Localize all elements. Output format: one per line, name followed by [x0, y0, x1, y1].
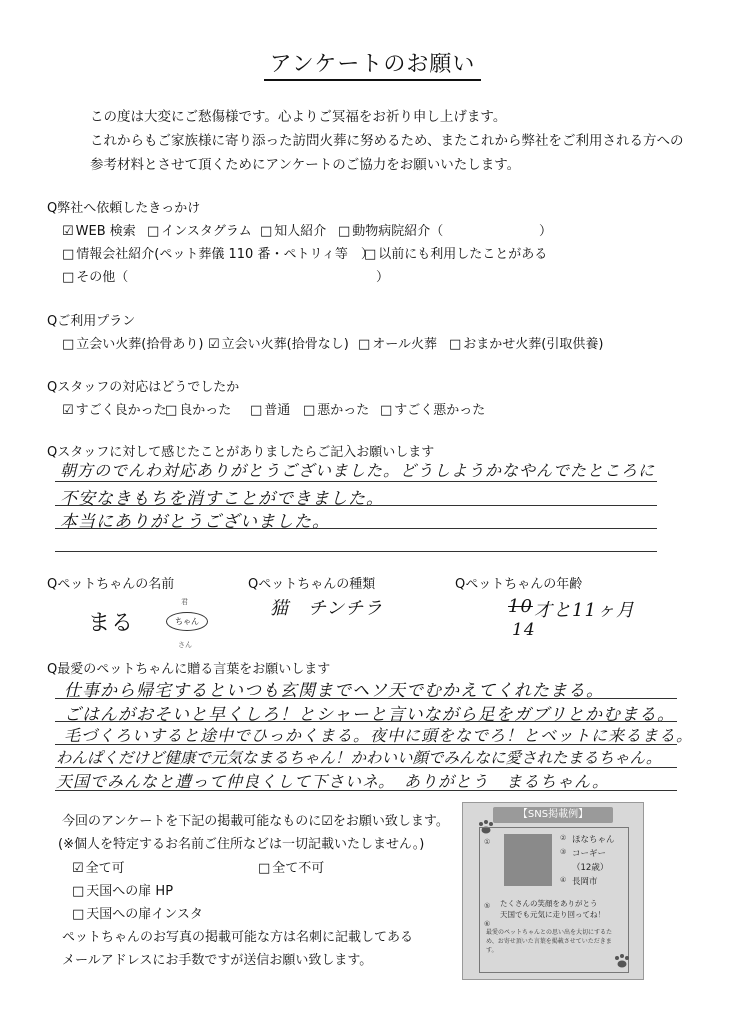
- option-publish-none[interactable]: □ 全て不可: [258, 857, 324, 876]
- answer-rule: [55, 767, 677, 768]
- pet-age-correction: 14: [512, 620, 536, 640]
- q4-label: Qスタッフに対して感じたことがありましたらご記入お願いします: [47, 445, 435, 460]
- option-very-bad[interactable]: □ すごく悪かった: [380, 399, 485, 418]
- option-web-search[interactable]: ☑ WEB 検索: [62, 220, 136, 239]
- option-publish-all[interactable]: ☑ 全て可: [72, 857, 125, 876]
- staff-comment-line: 不安なきもちを消すことができました。: [60, 489, 384, 509]
- option-instagram[interactable]: □ インスタグラム: [147, 220, 252, 239]
- answer-rule: [55, 790, 677, 791]
- message-line: 毛づくろいすると途中でひっかくまる。夜中に頭をなでろ！とベットに来るまる。: [64, 726, 694, 745]
- pet-name: まる: [88, 611, 135, 636]
- option-friend[interactable]: □ 知人紹介: [260, 220, 326, 239]
- pet-type-label: Qペットちゃんの種類: [248, 577, 376, 592]
- sns-marker: ④: [560, 876, 567, 884]
- option-very-good[interactable]: ☑ すごく良かった: [62, 399, 167, 418]
- option-plan-omakase[interactable]: □ おまかせ火葬(引取供養): [449, 333, 603, 352]
- page-title: アンケートのお願い: [0, 47, 745, 78]
- sns-note: 最愛のペットちゃんとの思い出を大切にするため、お寄せ頂いた言葉を掲載させていただきます。: [486, 929, 613, 954]
- message-line: わんぱくだけど健康で元気なまるちゃん！かわいい顔でみんなに愛されたまるちゃん。: [56, 749, 662, 767]
- publish-instruction: 今回のアンケートを下記の掲載可能なものに☑をお願い致します。: [62, 814, 449, 829]
- option-other[interactable]: □ その他（: [62, 266, 128, 285]
- message-line: ごはんがおそいと早くしろ！とシャーと言いながら足をガブリとかむまる。: [64, 705, 675, 725]
- answer-rule: [55, 721, 677, 722]
- answer-rule: [55, 481, 657, 482]
- paren-close: ）: [539, 224, 553, 239]
- sns-marker: ③: [560, 848, 567, 856]
- sns-inner-frame: [479, 827, 629, 973]
- paw-icon: [613, 953, 631, 969]
- intro-line: この度は大変にご愁傷様です。心よりご冥福をお祈り申し上げます。: [90, 109, 507, 125]
- sns-message-line: たくさんの笑顔をありがとう: [500, 899, 598, 908]
- sns-marker: ②: [560, 834, 567, 842]
- staff-comment-line: 本当にありがとうございました。: [60, 512, 330, 532]
- pet-age-struck: 10: [508, 596, 533, 617]
- sns-pet-city: 長岡市: [572, 877, 598, 887]
- sns-message-line: 天国でも元気に走り回ってね！: [500, 910, 605, 919]
- option-plan-witness-bones[interactable]: □ 立会い火葬(拾骨あり): [62, 333, 203, 352]
- option-bad[interactable]: □ 悪かった: [303, 399, 369, 418]
- q2-label: Qご利用プラン: [47, 314, 136, 329]
- answer-rule: [55, 698, 677, 699]
- option-good[interactable]: □ 良かった: [165, 399, 231, 418]
- sns-pet-age: （12歳）: [572, 863, 609, 873]
- honorific-san: さん: [178, 641, 192, 649]
- message-line: 仕事から帰宅するといつも玄関までヘソ天でむかえてくれたまる。: [64, 681, 604, 701]
- paren-close: ）: [376, 270, 390, 285]
- answer-rule: [55, 505, 657, 506]
- option-normal[interactable]: □ 普通: [250, 399, 290, 418]
- pet-name-label: Qペットちゃんの名前: [47, 577, 175, 592]
- option-hospital[interactable]: □ 動物病院紹介（: [338, 220, 443, 239]
- sns-marker: ⑤: [484, 902, 491, 910]
- photo-note-line: メールアドレスにお手数ですが送信お願い致します。: [62, 953, 373, 968]
- pet-age: 才と11ヶ月: [534, 600, 635, 621]
- answer-rule: [55, 744, 677, 745]
- option-info-company[interactable]: □ 情報会社紹介(ペット葬儀 110 番・ペトリィ等 ）: [62, 243, 374, 262]
- intro-line: 参考材料とさせて頂くためにアンケートのご協力をお願いいたします。: [90, 157, 521, 173]
- q6-label: Q最愛のペットちゃんに贈る言葉をお願いします: [47, 662, 331, 677]
- option-plan-all[interactable]: □ オール火葬: [358, 333, 437, 352]
- option-publish-insta[interactable]: □ 天国への扉インスタ: [72, 903, 203, 922]
- photo-note-line: ペットちゃんのお写真の掲載可能な方は名刺に記載してある: [62, 930, 414, 945]
- honorific-chan-circled: ちゃん: [166, 612, 208, 631]
- sns-marker: ①: [484, 838, 491, 846]
- sns-example-card: [462, 802, 644, 980]
- intro-line: これからもご家族様に寄り添った訪問火葬に努めるため、またこれから弊社をご利用される方への: [90, 133, 684, 149]
- pet-age-label: Qペットちゃんの年齢: [455, 577, 583, 592]
- q3-label: Qスタッフの対応はどうでしたか: [47, 380, 240, 395]
- sns-header: 【SNS掲載例】: [493, 807, 613, 823]
- sns-pet-name: ほなちゃん: [572, 835, 615, 845]
- sns-marker: ⑥: [484, 920, 491, 928]
- message-line: 天国でみんなと遭って仲良くして下さいネ。 ありがとう まるちゃん。: [56, 772, 610, 791]
- sns-pet-photo: [504, 834, 552, 886]
- answer-rule: [55, 528, 657, 529]
- option-used-before[interactable]: □ 以前にも利用したことがある: [364, 243, 547, 262]
- publish-note: (※個人を特定するお名前ご住所などは一切記載いたしません。): [58, 837, 425, 852]
- option-publish-hp[interactable]: □ 天国への扉 HP: [72, 880, 173, 899]
- q1-label: Q弊社へ依頼したきっかけ: [47, 201, 201, 216]
- intro-text: [90, 105, 683, 177]
- answer-rule: [55, 551, 657, 552]
- option-plan-witness-no-bones[interactable]: ☑ 立会い火葬(拾骨なし): [208, 333, 349, 352]
- honorific-kun: 君: [181, 598, 188, 606]
- pet-type: 猫 チンチラ: [270, 598, 384, 619]
- staff-comment-line: 朝方のでんわ対応ありがとうございました。どうしようかなやんでたところに: [60, 461, 656, 480]
- sns-pet-breed: コーギー: [572, 849, 607, 859]
